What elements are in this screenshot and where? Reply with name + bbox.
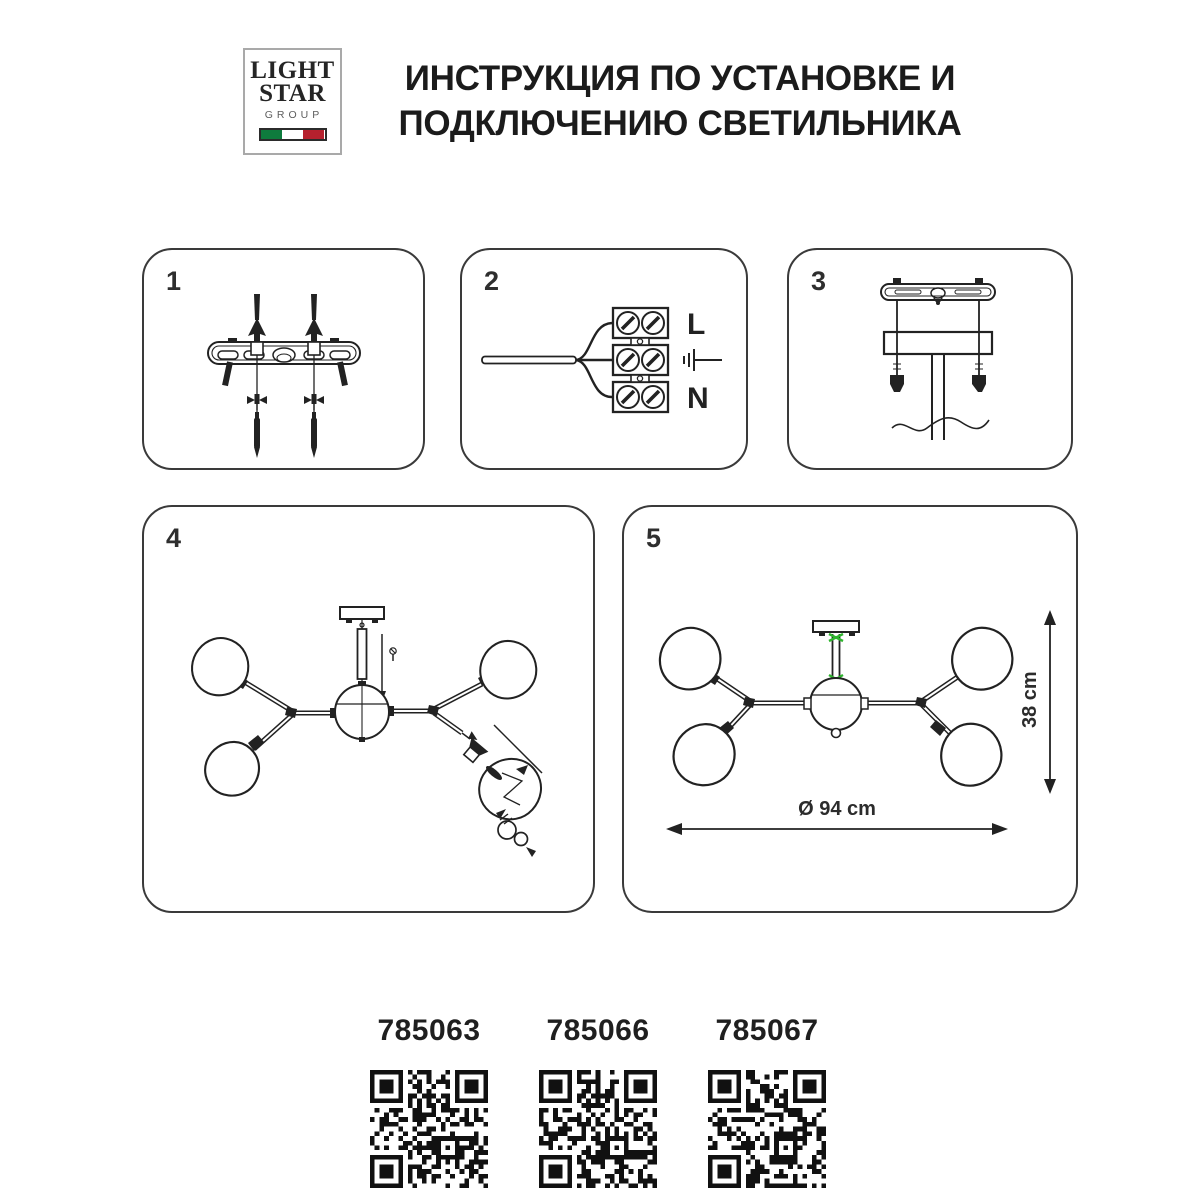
step-panel-4: [142, 505, 595, 913]
mounting-bar: [208, 338, 360, 364]
step-panel-3: [787, 248, 1073, 470]
title-line-2: ПОДКЛЮЧЕНИЮ СВЕТИЛЬНИКА: [398, 104, 962, 143]
stem-rod: [833, 634, 840, 681]
neutral-label: N: [687, 382, 709, 415]
article-785066: [537, 1014, 659, 1193]
height-label: 38 cm: [1019, 671, 1041, 728]
diameter-dimension: [666, 798, 1008, 835]
step-1-illustration: [144, 250, 423, 468]
glass-globe-lower-right: [930, 717, 1008, 791]
step-number-3: 3: [811, 266, 827, 296]
ceiling-canopy: [813, 621, 859, 636]
article-number: 785063: [377, 1014, 481, 1047]
step-5-illustration: [624, 507, 1076, 911]
step-number-5: 5: [646, 523, 662, 553]
step-number-4: 4: [166, 523, 182, 553]
page-title: [330, 56, 1030, 146]
step-panel-5: [622, 505, 1078, 913]
article-785067: [706, 1014, 828, 1193]
flag-green: [261, 130, 282, 139]
qr-code-785066: [539, 1070, 657, 1188]
hook-left: [222, 361, 233, 386]
height-dimension: [1019, 610, 1056, 794]
article-785063: [368, 1014, 490, 1193]
glass-globe-upper-left: [192, 638, 248, 695]
hook-right: [337, 361, 348, 386]
step-panel-1: [142, 248, 425, 470]
title-line-1: ИНСТРУКЦИЯ ПО УСТАНОВКЕ И: [404, 59, 956, 98]
logo-word-star: STAR: [259, 80, 326, 107]
stem-joint-marks: [829, 634, 843, 683]
flag-white: [282, 130, 303, 139]
supply-cable: [482, 323, 612, 397]
qr-code-785063: [370, 1070, 488, 1188]
glass-globe-upper-left: [660, 628, 721, 690]
article-number: 785067: [715, 1014, 819, 1047]
article-number: 785066: [546, 1014, 650, 1047]
step-2-illustration: [462, 250, 746, 468]
logo-word-group: GROUP: [264, 109, 324, 121]
threaded-rods: [893, 300, 983, 376]
glass-globe-lower-left: [667, 718, 741, 792]
screw-icon: [390, 648, 396, 661]
center-stem: [892, 354, 989, 440]
step-3-illustration: [789, 250, 1071, 468]
lightstar-logo: [243, 48, 342, 155]
step-number-1: 1: [166, 266, 182, 296]
glass-globe-lower-left: [199, 735, 266, 803]
line-label: L: [687, 308, 706, 341]
central-sphere: [804, 678, 868, 738]
step-panel-2: [460, 248, 748, 470]
diameter-label: Ø 94 cm: [798, 798, 876, 820]
canopy-plate: [884, 332, 992, 354]
stem-rod: [358, 629, 367, 679]
ground-icon: [684, 349, 722, 371]
italian-flag-icon: [259, 128, 327, 141]
article-list: [368, 1014, 828, 1193]
logo-word-light: LIGHT: [250, 57, 335, 84]
decorative-nuts: [890, 375, 986, 392]
qr-code-785067: [708, 1070, 826, 1188]
wall-anchor-left: [247, 294, 267, 458]
glass-globe-upper-right: [475, 636, 542, 704]
step-4-illustration: [144, 507, 593, 911]
central-sphere: [335, 681, 389, 742]
terminal-block: [613, 308, 668, 412]
glass-globe-upper-right: [947, 623, 1017, 694]
step-number-2: 2: [484, 266, 500, 296]
wall-anchor-right: [304, 294, 324, 458]
ceiling-bracket: [881, 278, 995, 305]
flag-red: [303, 130, 324, 139]
